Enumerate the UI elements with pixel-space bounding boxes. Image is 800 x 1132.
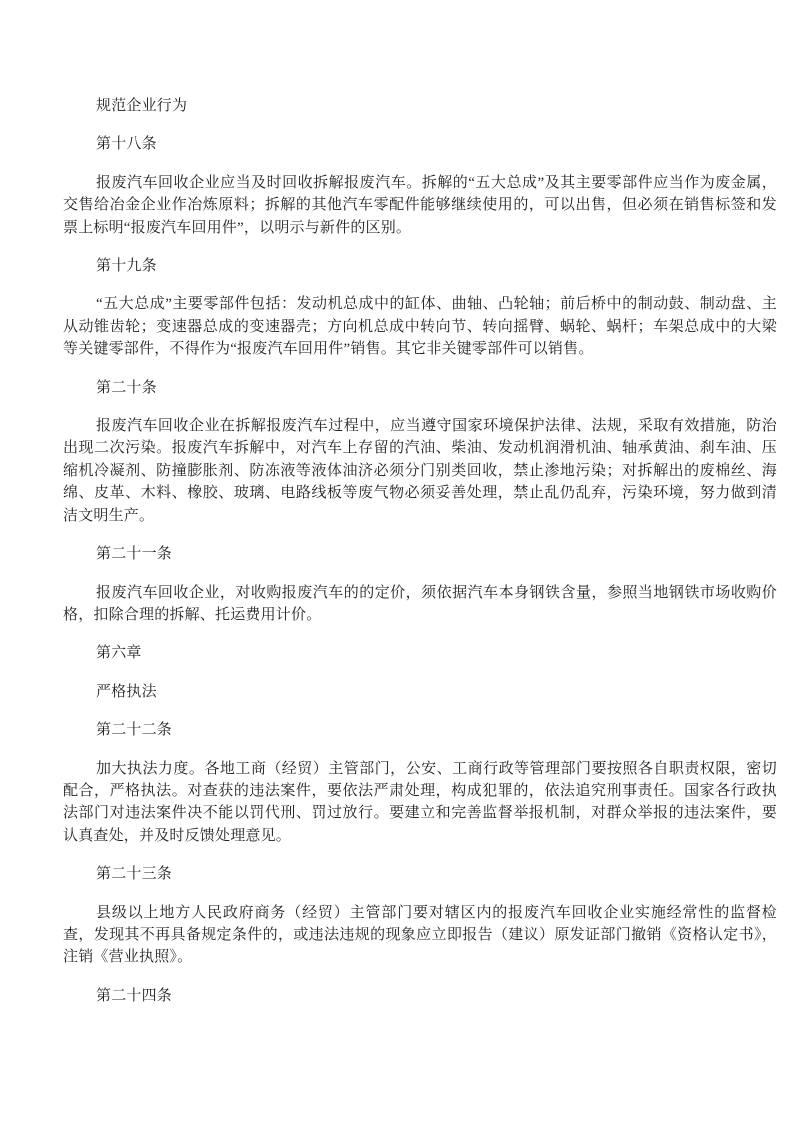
article-19-body: “五大总成”主要零部件包括：发动机总成中的缸体、曲轴、凸轮轴；前后桥中的制动鼓、制动盘、主从动锥齿轮；变速器总成的变速器壳；方向机总成中转向节、转向摇臂、蜗轮、蜗杆；车架总成中的大梁等关键零部件，不得作为“报废汽车回用件”销售。其它非关键零部件可以销售。 [63, 296, 777, 358]
article-18-body: 报废汽车回收企业应当及时回收拆解报废汽车。拆解的“五大总成”及其主要零部件应当作为废金属，交售给冶金企业作冶炼原料；拆解的其他汽车零配件能够继续使用的，可以出售，但必须在销售标签和发票上标明“报废汽车回用件”，以明示与新件的区别。 [63, 174, 777, 236]
article-24-label: 第二十四条 [96, 987, 173, 1004]
article-21-body: 报废汽车回收企业，对收购报废汽车的的定价，须依据汽车本身钢铁含量，参照当地钢铁市场收购价格，扣除合理的拆解、托运费用计价。 [63, 584, 777, 623]
article-18-label: 第十八条 [96, 136, 157, 153]
section-heading-standardize-enterprise-behavior: 规范企业行为 [96, 98, 188, 114]
article-23-label: 第二十三条 [96, 866, 173, 883]
document-text-block [63, 95, 777, 1007]
article-21-label: 第二十一条 [96, 546, 173, 563]
article-19-label: 第十九条 [96, 258, 157, 275]
article-22-body: 加大执法力度。各地工商（经贸）主管部门，公安、工商行政等管理部门要按照各自职责权限，密切配合，严格执法。对查获的违法案件，要依法严肃处理，构成犯罪的，依法追究刑事责任。国家各行政执法部门对违法案件决不能以罚代刑、罚过放行。要建立和完善监督举报机制，对群众举报的违法案件，要认真查处，并及时反馈处理意见。 [63, 760, 777, 844]
chapter-6-title: 严格执法 [96, 683, 157, 700]
article-20-label: 第二十条 [96, 379, 157, 396]
article-22-label: 第二十二条 [96, 722, 173, 739]
article-20-body: 报废汽车回收企业在拆解报废汽车过程中，应当遵守国家环境保护法律、法规，采取有效措施，防治出现二次污染。报废汽车拆解中，对汽车上存留的汽油、柴油、发动机润滑机油、轴承黄油、刹车油、压缩机冷凝剂、防撞膨胀剂、防冻液等液体油济必须分门别类回收，禁止渗地污染；对拆解出的废棉丝、海绵、皮革、木料、橡胶、玻璃、电路线板等废气物必须妥善处理，禁止乱仍乱弃，污染环境，努力做到清洁文明生产。 [63, 418, 777, 524]
chapter-6-label: 第六章 [96, 645, 142, 662]
article-23-body: 县级以上地方人民政府商务（经贸）主管部门要对辖区内的报废汽车回收企业实施经常性的监督检查，发现其不再具备规定条件的，或违法违规的现象应立即报告（建议）原发证部门撤销《资格认定书》，注销《营业执照》。 [63, 904, 777, 966]
